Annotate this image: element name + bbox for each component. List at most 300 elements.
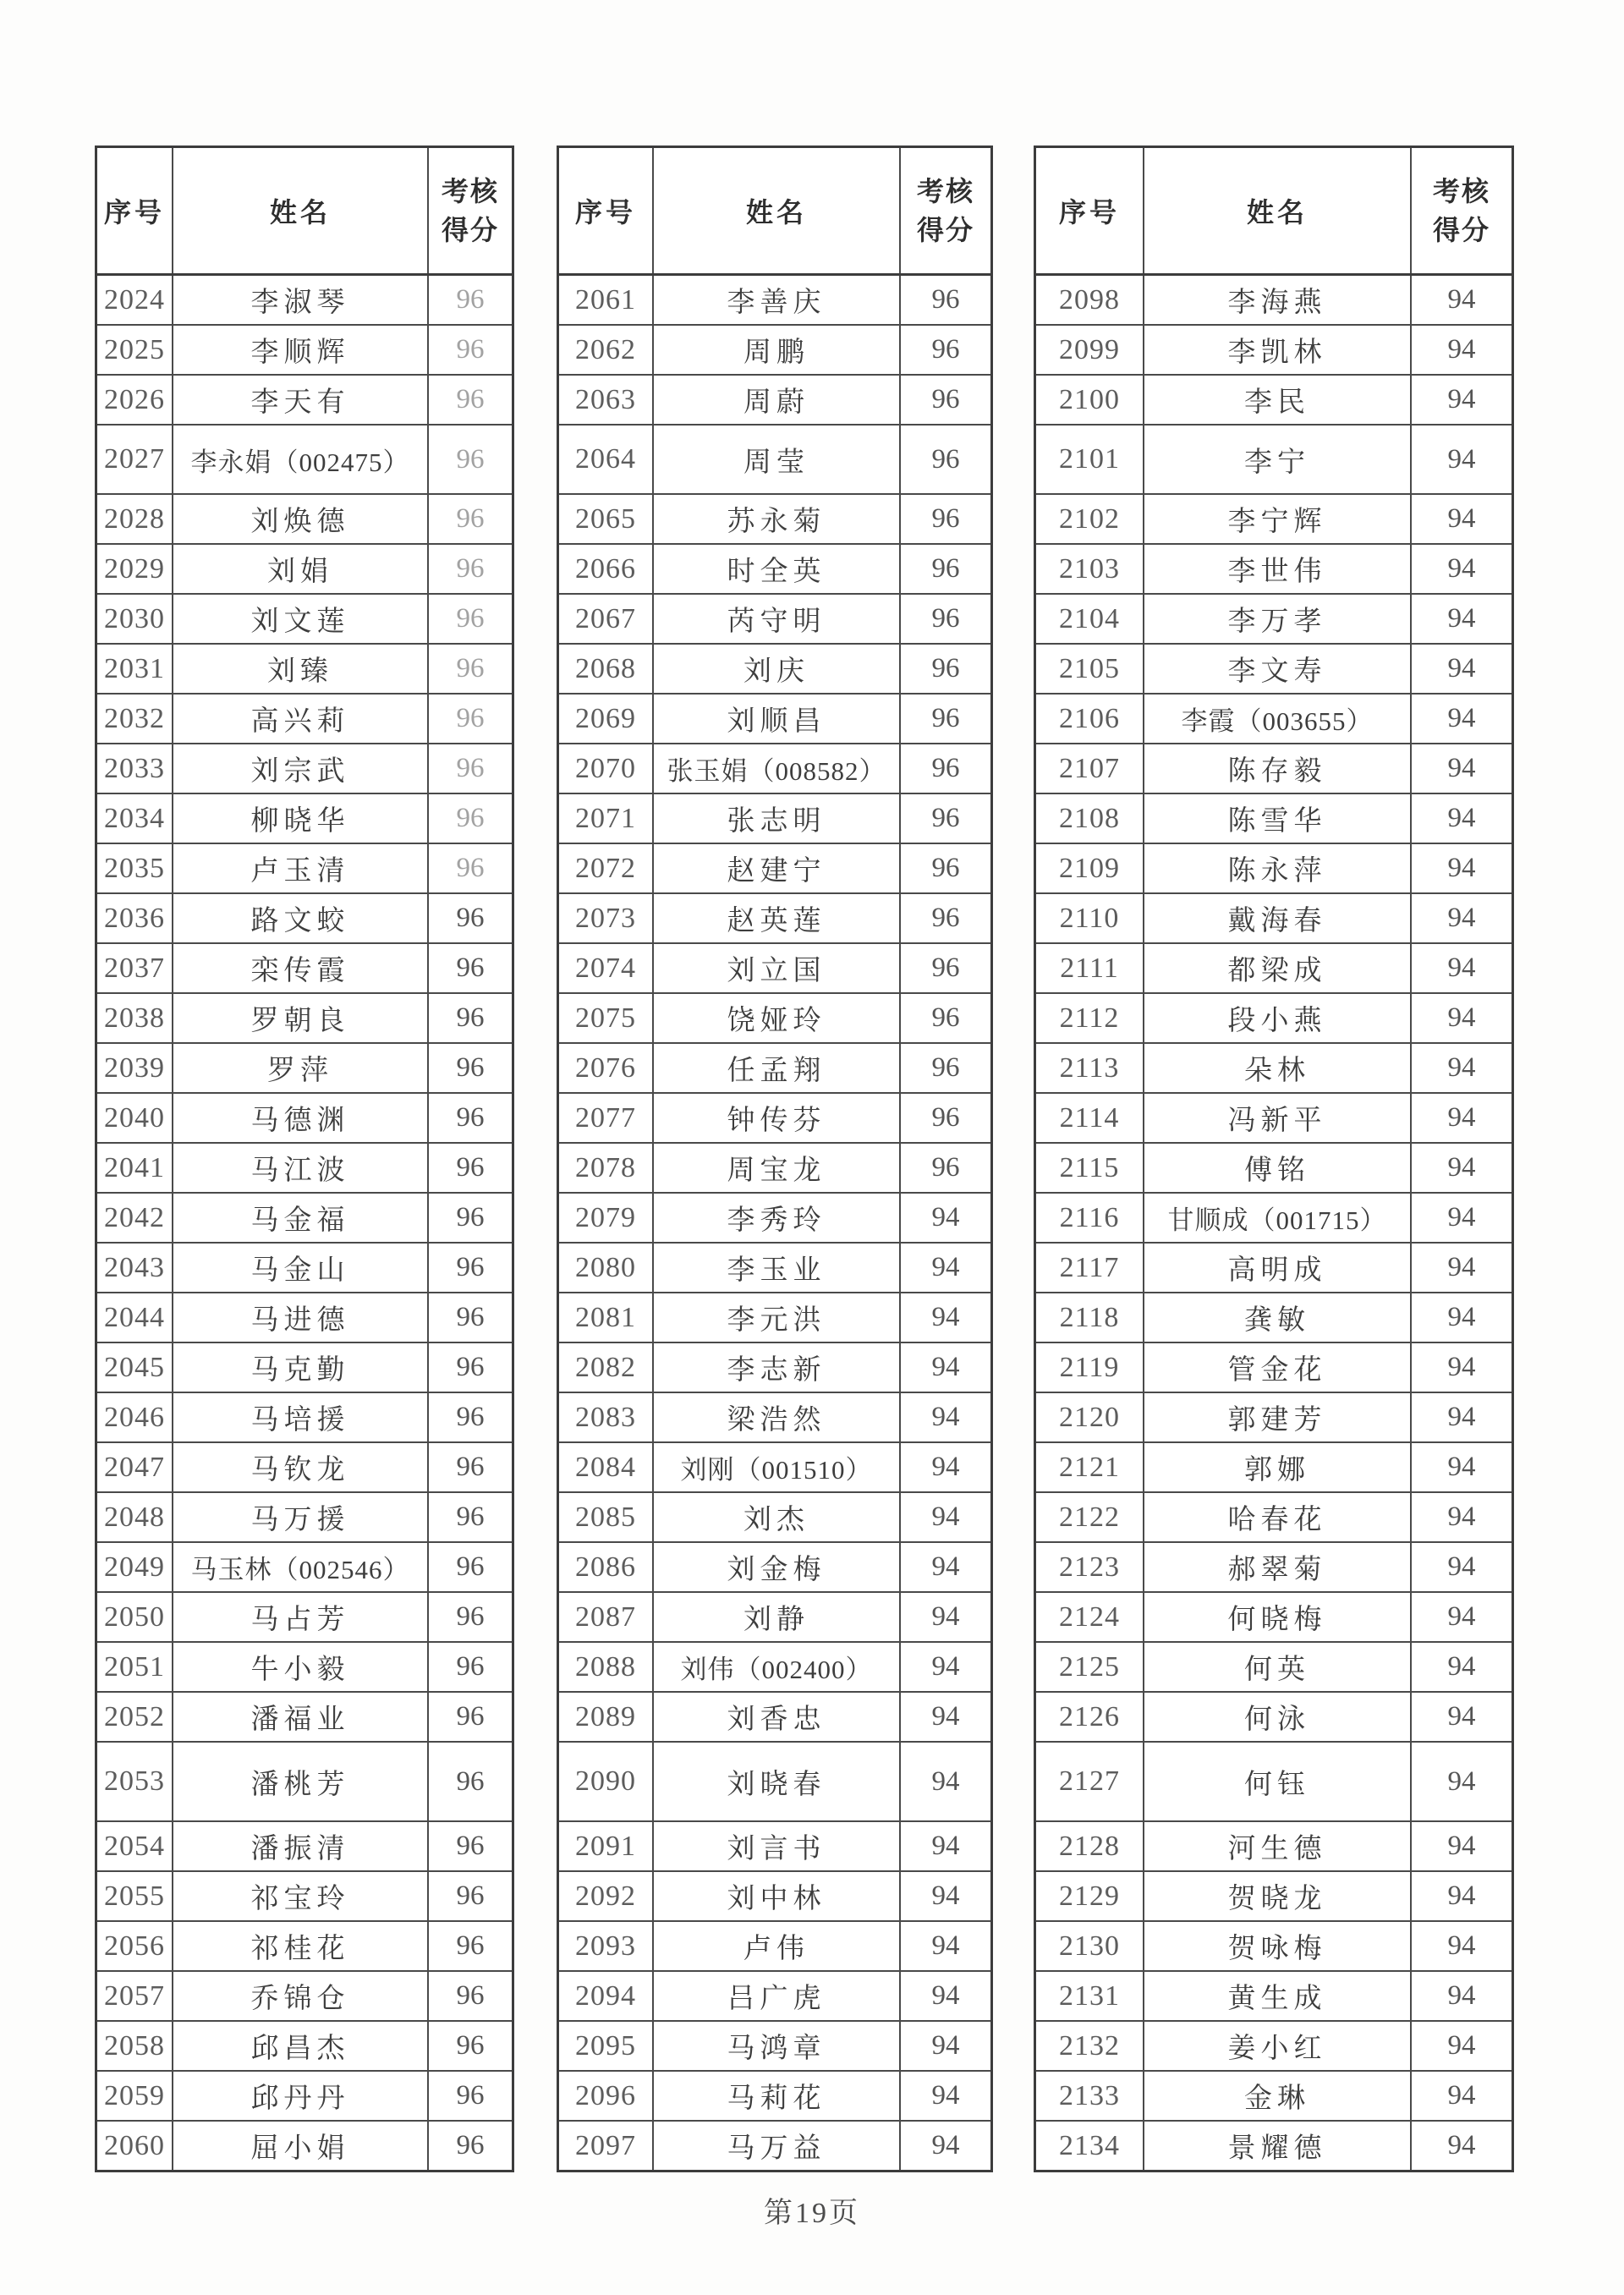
table-row xyxy=(1036,1094,1512,1144)
person-name-cell: 李万孝 xyxy=(1144,595,1412,643)
serial-number-cell: 2054 xyxy=(97,1822,173,1870)
person-name-cell: 龚敏 xyxy=(1144,1293,1412,1342)
person-name-cell: 乔锦仓 xyxy=(173,1972,429,2020)
table-row xyxy=(97,844,512,894)
person-name-cell: 马万益 xyxy=(654,2122,901,2170)
score-cell: 96 xyxy=(456,1152,485,1183)
score-cell: 94 xyxy=(1447,503,1476,534)
person-name-cell: 何钰 xyxy=(1144,1743,1412,1820)
score-cell: 96 xyxy=(456,603,485,634)
header-serial-number: 序号 xyxy=(97,148,173,273)
person-name-cell: 潘福业 xyxy=(173,1693,429,1741)
table-row xyxy=(559,1443,990,1493)
score-cell: 96 xyxy=(456,1302,485,1332)
person-name-cell: 刘庆 xyxy=(654,645,901,693)
serial-number-cell: 2065 xyxy=(559,495,654,543)
table-row xyxy=(97,1493,512,1543)
person-name-cell: 陈存毅 xyxy=(1144,744,1412,793)
person-name-cell: 屈小娟 xyxy=(173,2122,429,2170)
score-cell: 94 xyxy=(931,1765,960,1797)
person-name-cell: 刘伟（002400） xyxy=(654,1643,901,1691)
table-body xyxy=(97,276,512,2170)
serial-number-cell: 2066 xyxy=(559,545,654,593)
score-cell: 96 xyxy=(931,1102,960,1133)
serial-number-cell: 2075 xyxy=(559,994,654,1042)
person-name-cell: 李顺辉 xyxy=(173,326,429,374)
score-cell: 94 xyxy=(1447,953,1476,983)
serial-number-cell: 2108 xyxy=(1036,794,1144,843)
person-name-cell: 周莹 xyxy=(654,426,901,493)
person-name-cell: 景耀德 xyxy=(1144,2122,1412,2170)
score-cell: 96 xyxy=(456,1502,485,1532)
serial-number-cell: 2027 xyxy=(97,426,173,493)
table-row xyxy=(97,944,512,994)
serial-number-cell: 2070 xyxy=(559,744,654,793)
table-row xyxy=(1036,744,1512,794)
serial-number-cell: 2112 xyxy=(1036,994,1144,1042)
person-name-cell: 钟传芬 xyxy=(654,1094,901,1142)
table-row xyxy=(1036,994,1512,1044)
score-cell: 94 xyxy=(1447,1152,1476,1183)
table-row xyxy=(1036,595,1512,645)
serial-number-cell: 2062 xyxy=(559,326,654,374)
table-row xyxy=(559,794,990,844)
person-name-cell: 邱昌杰 xyxy=(173,2022,429,2070)
score-cell: 94 xyxy=(931,1880,960,1911)
score-cell: 96 xyxy=(931,803,960,833)
score-cell: 94 xyxy=(1447,1202,1476,1233)
person-name-cell: 时全英 xyxy=(654,545,901,593)
table-row xyxy=(559,2122,990,2170)
person-name-cell: 苏永菊 xyxy=(654,495,901,543)
score-cell: 96 xyxy=(456,753,485,783)
table-row xyxy=(97,276,512,326)
serial-number-cell: 2047 xyxy=(97,1443,173,1491)
serial-number-cell: 2058 xyxy=(97,2022,173,2070)
score-cell: 96 xyxy=(456,2130,485,2160)
person-name-cell: 赵建宁 xyxy=(654,844,901,892)
person-name-cell: 路文蛟 xyxy=(173,894,429,942)
table-row xyxy=(1036,1244,1512,1293)
page-number: 第19页 xyxy=(764,2198,860,2229)
serial-number-cell: 2090 xyxy=(559,1743,654,1820)
score-cell: 94 xyxy=(1447,1002,1476,1033)
score-cell: 96 xyxy=(456,1930,485,1961)
table-body xyxy=(1036,276,1512,2170)
header-person-name: 姓名 xyxy=(1144,148,1412,273)
table-row xyxy=(559,495,990,545)
serial-number-cell: 2113 xyxy=(1036,1044,1144,1092)
person-name-cell: 张玉娟（008582） xyxy=(654,744,901,793)
serial-number-cell: 2087 xyxy=(559,1593,654,1641)
score-cell: 96 xyxy=(931,284,960,315)
table-row xyxy=(1036,844,1512,894)
table-row xyxy=(97,1872,512,1922)
score-cell: 96 xyxy=(931,853,960,883)
score-cell: 96 xyxy=(456,1701,485,1732)
person-name-cell: 牛小毅 xyxy=(173,1643,429,1691)
score-cell: 94 xyxy=(1447,2030,1476,2061)
table-row xyxy=(1036,695,1512,744)
score-cell: 94 xyxy=(1447,553,1476,584)
serial-number-cell: 2118 xyxy=(1036,1293,1144,1342)
person-name-cell: 刘刚（001510） xyxy=(654,1443,901,1491)
table-row xyxy=(97,1094,512,1144)
serial-number-cell: 2025 xyxy=(97,326,173,374)
serial-number-cell: 2129 xyxy=(1036,1872,1144,1920)
table-row xyxy=(559,426,990,495)
score-cell: 96 xyxy=(456,703,485,733)
person-name-cell: 李志新 xyxy=(654,1343,901,1392)
person-name-cell: 邱丹丹 xyxy=(173,2072,429,2120)
table-row xyxy=(1036,1443,1512,1493)
serial-number-cell: 2100 xyxy=(1036,376,1144,424)
serial-number-cell: 2059 xyxy=(97,2072,173,2120)
person-name-cell: 罗朝良 xyxy=(173,994,429,1042)
table-row xyxy=(559,1343,990,1393)
score-cell: 96 xyxy=(931,653,960,684)
serial-number-cell: 2081 xyxy=(559,1293,654,1342)
person-name-cell: 李文寿 xyxy=(1144,645,1412,693)
score-cell: 96 xyxy=(931,443,960,475)
table-row xyxy=(559,1972,990,2022)
serial-number-cell: 2119 xyxy=(1036,1343,1144,1392)
table-row xyxy=(1036,2072,1512,2122)
score-cell: 96 xyxy=(931,753,960,783)
serial-number-cell: 2133 xyxy=(1036,2072,1144,2120)
serial-number-cell: 2107 xyxy=(1036,744,1144,793)
person-name-cell: 黄生成 xyxy=(1144,1972,1412,2020)
table-row xyxy=(559,1743,990,1822)
table-row xyxy=(97,1693,512,1743)
score-cell: 96 xyxy=(456,1352,485,1382)
person-name-cell: 刘宗武 xyxy=(173,744,429,793)
score-cell: 96 xyxy=(931,1002,960,1033)
person-name-cell: 段小燕 xyxy=(1144,994,1412,1042)
score-cell: 94 xyxy=(1447,384,1476,415)
person-name-cell: 任孟翔 xyxy=(654,1044,901,1092)
person-name-cell: 金琳 xyxy=(1144,2072,1412,2120)
person-name-cell: 马钦龙 xyxy=(173,1443,429,1491)
person-name-cell: 李天有 xyxy=(173,376,429,424)
score-cell: 94 xyxy=(1447,1052,1476,1083)
table-row xyxy=(559,645,990,695)
person-name-cell: 李宁辉 xyxy=(1144,495,1412,543)
table-row xyxy=(1036,426,1512,495)
serial-number-cell: 2114 xyxy=(1036,1094,1144,1142)
table-row xyxy=(97,645,512,695)
person-name-cell: 马玉林（002546） xyxy=(173,1543,429,1591)
person-name-cell: 李玉业 xyxy=(654,1244,901,1292)
serial-number-cell: 2052 xyxy=(97,1693,173,1741)
score-cell: 94 xyxy=(1447,1601,1476,1632)
score-cell: 94 xyxy=(1447,2130,1476,2160)
score-cell: 94 xyxy=(1447,1551,1476,1582)
table-row xyxy=(559,1044,990,1094)
score-cell: 94 xyxy=(1447,1402,1476,1432)
header-person-name: 姓名 xyxy=(654,148,901,273)
score-table-middle xyxy=(557,145,993,2172)
table-row xyxy=(559,1393,990,1443)
table-body xyxy=(559,276,990,2170)
table-row xyxy=(97,1593,512,1643)
score-cell: 96 xyxy=(456,1002,485,1033)
score-cell: 94 xyxy=(931,1831,960,1861)
serial-number-cell: 2088 xyxy=(559,1643,654,1691)
score-cell: 96 xyxy=(456,1980,485,2011)
person-name-cell: 李永娟（002475） xyxy=(173,426,429,493)
score-cell: 94 xyxy=(931,1352,960,1382)
score-cell: 96 xyxy=(456,1880,485,1911)
score-cell: 94 xyxy=(1447,1880,1476,1911)
header-person-name: 姓名 xyxy=(173,148,429,273)
score-cell: 94 xyxy=(1447,853,1476,883)
person-name-cell: 刘臻 xyxy=(173,645,429,693)
score-cell: 94 xyxy=(1447,2080,1476,2111)
table-row xyxy=(1036,2122,1512,2170)
table-row xyxy=(559,744,990,794)
table-row xyxy=(559,2022,990,2072)
table-row xyxy=(1036,1643,1512,1693)
table-row xyxy=(97,2122,512,2170)
score-cell: 96 xyxy=(931,903,960,933)
table-row xyxy=(559,1194,990,1244)
serial-number-cell: 2030 xyxy=(97,595,173,643)
person-name-cell: 贺咏梅 xyxy=(1144,1922,1412,1970)
serial-number-cell: 2106 xyxy=(1036,695,1144,743)
score-cell: 96 xyxy=(456,384,485,415)
score-cell: 96 xyxy=(456,1601,485,1632)
person-name-cell: 朵林 xyxy=(1144,1044,1412,1092)
serial-number-cell: 2026 xyxy=(97,376,173,424)
table-row xyxy=(97,1244,512,1293)
score-cell: 94 xyxy=(1447,803,1476,833)
table-row xyxy=(97,376,512,426)
serial-number-cell: 2080 xyxy=(559,1244,654,1292)
serial-number-cell: 2116 xyxy=(1036,1194,1144,1242)
score-cell: 94 xyxy=(1447,753,1476,783)
serial-number-cell: 2050 xyxy=(97,1593,173,1641)
serial-number-cell: 2051 xyxy=(97,1643,173,1691)
person-name-cell: 高明成 xyxy=(1144,1244,1412,1292)
person-name-cell: 刘文莲 xyxy=(173,595,429,643)
serial-number-cell: 2124 xyxy=(1036,1593,1144,1641)
serial-number-cell: 2032 xyxy=(97,695,173,743)
person-name-cell: 刘中林 xyxy=(654,1872,901,1920)
person-name-cell: 李善庆 xyxy=(654,276,901,324)
score-cell: 94 xyxy=(931,1601,960,1632)
serial-number-cell: 2091 xyxy=(559,1822,654,1870)
table-row xyxy=(97,994,512,1044)
serial-number-cell: 2057 xyxy=(97,1972,173,2020)
score-cell: 94 xyxy=(1447,443,1476,475)
table-row xyxy=(1036,1293,1512,1343)
serial-number-cell: 2043 xyxy=(97,1244,173,1292)
person-name-cell: 傅铭 xyxy=(1144,1144,1412,1192)
serial-number-cell: 2089 xyxy=(559,1693,654,1741)
score-cell: 96 xyxy=(456,1651,485,1682)
score-cell: 96 xyxy=(456,2080,485,2111)
person-name-cell: 周鹏 xyxy=(654,326,901,374)
table-row xyxy=(1036,276,1512,326)
serial-number-cell: 2046 xyxy=(97,1393,173,1441)
table-row xyxy=(97,695,512,744)
table-row xyxy=(559,595,990,645)
person-name-cell: 刘静 xyxy=(654,1593,901,1641)
person-name-cell: 李霞（003655） xyxy=(1144,695,1412,743)
serial-number-cell: 2131 xyxy=(1036,1972,1144,2020)
serial-number-cell: 2063 xyxy=(559,376,654,424)
table-header-row xyxy=(559,148,990,276)
score-cell: 94 xyxy=(1447,1302,1476,1332)
person-name-cell: 管金花 xyxy=(1144,1343,1412,1392)
person-name-cell: 郭娜 xyxy=(1144,1443,1412,1491)
person-name-cell: 刘娟 xyxy=(173,545,429,593)
table-row xyxy=(97,1293,512,1343)
person-name-cell: 马金福 xyxy=(173,1194,429,1242)
score-cell: 96 xyxy=(456,1765,485,1797)
score-cell: 96 xyxy=(456,853,485,883)
score-cell: 96 xyxy=(456,553,485,584)
serial-number-cell: 2092 xyxy=(559,1872,654,1920)
person-name-cell: 马培援 xyxy=(173,1393,429,1441)
person-name-cell: 马万援 xyxy=(173,1493,429,1541)
score-cell: 96 xyxy=(456,1052,485,1083)
serial-number-cell: 2040 xyxy=(97,1094,173,1142)
serial-number-cell: 2056 xyxy=(97,1922,173,1970)
score-cell: 94 xyxy=(931,2130,960,2160)
score-cell: 96 xyxy=(456,1252,485,1282)
person-name-cell: 梁浩然 xyxy=(654,1393,901,1441)
person-name-cell: 李凯林 xyxy=(1144,326,1412,374)
serial-number-cell: 2037 xyxy=(97,944,173,992)
serial-number-cell: 2132 xyxy=(1036,2022,1144,2070)
table-row xyxy=(559,376,990,426)
table-row xyxy=(559,844,990,894)
score-cell: 96 xyxy=(931,953,960,983)
table-row xyxy=(559,326,990,376)
table-row xyxy=(559,1493,990,1543)
table-row xyxy=(97,1543,512,1593)
serial-number-cell: 2034 xyxy=(97,794,173,843)
serial-number-cell: 2104 xyxy=(1036,595,1144,643)
score-cell: 94 xyxy=(1447,1980,1476,2011)
serial-number-cell: 2045 xyxy=(97,1343,173,1392)
person-name-cell: 祁桂花 xyxy=(173,1922,429,1970)
serial-number-cell: 2099 xyxy=(1036,326,1144,374)
serial-number-cell: 2098 xyxy=(1036,276,1144,324)
score-cell: 96 xyxy=(456,284,485,315)
table-row xyxy=(559,1822,990,1872)
person-name-cell: 周宝龙 xyxy=(654,1144,901,1192)
serial-number-cell: 2134 xyxy=(1036,2122,1144,2170)
serial-number-cell: 2096 xyxy=(559,2072,654,2120)
header-serial-number: 序号 xyxy=(559,148,654,273)
serial-number-cell: 2103 xyxy=(1036,545,1144,593)
serial-number-cell: 2060 xyxy=(97,2122,173,2170)
serial-number-cell: 2086 xyxy=(559,1543,654,1591)
serial-number-cell: 2126 xyxy=(1036,1693,1144,1741)
table-row xyxy=(1036,326,1512,376)
score-cell: 96 xyxy=(456,1102,485,1133)
serial-number-cell: 2033 xyxy=(97,744,173,793)
serial-number-cell: 2111 xyxy=(1036,944,1144,992)
person-name-cell: 刘香忠 xyxy=(654,1693,901,1741)
table-row xyxy=(97,1822,512,1872)
score-cell: 94 xyxy=(1447,1765,1476,1797)
serial-number-cell: 2084 xyxy=(559,1443,654,1491)
table-row xyxy=(97,426,512,495)
score-cell: 96 xyxy=(456,903,485,933)
table-row xyxy=(559,994,990,1044)
serial-number-cell: 2076 xyxy=(559,1044,654,1092)
table-row xyxy=(1036,1822,1512,1872)
serial-number-cell: 2097 xyxy=(559,2122,654,2170)
person-name-cell: 刘杰 xyxy=(654,1493,901,1541)
score-cell: 94 xyxy=(1447,1252,1476,1282)
person-name-cell: 甘顺成（001715） xyxy=(1144,1194,1412,1242)
score-cell: 94 xyxy=(931,1302,960,1332)
score-cell: 94 xyxy=(931,1252,960,1282)
score-cell: 96 xyxy=(456,1202,485,1233)
serial-number-cell: 2036 xyxy=(97,894,173,942)
table-row xyxy=(559,894,990,944)
person-name-cell: 潘桃芳 xyxy=(173,1743,429,1820)
person-name-cell: 赵英莲 xyxy=(654,894,901,942)
person-name-cell: 哈春花 xyxy=(1144,1493,1412,1541)
person-name-cell: 姜小红 xyxy=(1144,2022,1412,2070)
table-row xyxy=(1036,1543,1512,1593)
table-header-row xyxy=(97,148,512,276)
score-cell: 96 xyxy=(456,1551,485,1582)
table-row xyxy=(97,595,512,645)
score-cell: 96 xyxy=(931,1152,960,1183)
person-name-cell: 马克勤 xyxy=(173,1343,429,1392)
person-name-cell: 卢伟 xyxy=(654,1922,901,1970)
person-name-cell: 何晓梅 xyxy=(1144,1593,1412,1641)
serial-number-cell: 2093 xyxy=(559,1922,654,1970)
table-row xyxy=(559,944,990,994)
table-row xyxy=(97,1044,512,1094)
table-row xyxy=(559,1693,990,1743)
score-cell: 96 xyxy=(456,1831,485,1861)
serial-number-cell: 2024 xyxy=(97,276,173,324)
serial-number-cell: 2102 xyxy=(1036,495,1144,543)
table-row xyxy=(559,1293,990,1343)
serial-number-cell: 2035 xyxy=(97,844,173,892)
table-row xyxy=(559,1543,990,1593)
score-cell: 96 xyxy=(456,503,485,534)
serial-number-cell: 2074 xyxy=(559,944,654,992)
person-name-cell: 饶娅玲 xyxy=(654,994,901,1042)
serial-number-cell: 2122 xyxy=(1036,1493,1144,1541)
table-row xyxy=(97,1144,512,1194)
serial-number-cell: 2044 xyxy=(97,1293,173,1342)
table-row xyxy=(559,1144,990,1194)
person-name-cell: 李淑琴 xyxy=(173,276,429,324)
person-name-cell: 栾传霞 xyxy=(173,944,429,992)
table-row xyxy=(97,744,512,794)
table-row xyxy=(1036,1872,1512,1922)
serial-number-cell: 2064 xyxy=(559,426,654,493)
person-name-cell: 何泳 xyxy=(1144,1693,1412,1741)
score-cell: 96 xyxy=(456,653,485,684)
person-name-cell: 张志明 xyxy=(654,794,901,843)
table-row xyxy=(1036,944,1512,994)
table-row xyxy=(559,1872,990,1922)
serial-number-cell: 2083 xyxy=(559,1393,654,1441)
score-cell: 96 xyxy=(456,1452,485,1482)
